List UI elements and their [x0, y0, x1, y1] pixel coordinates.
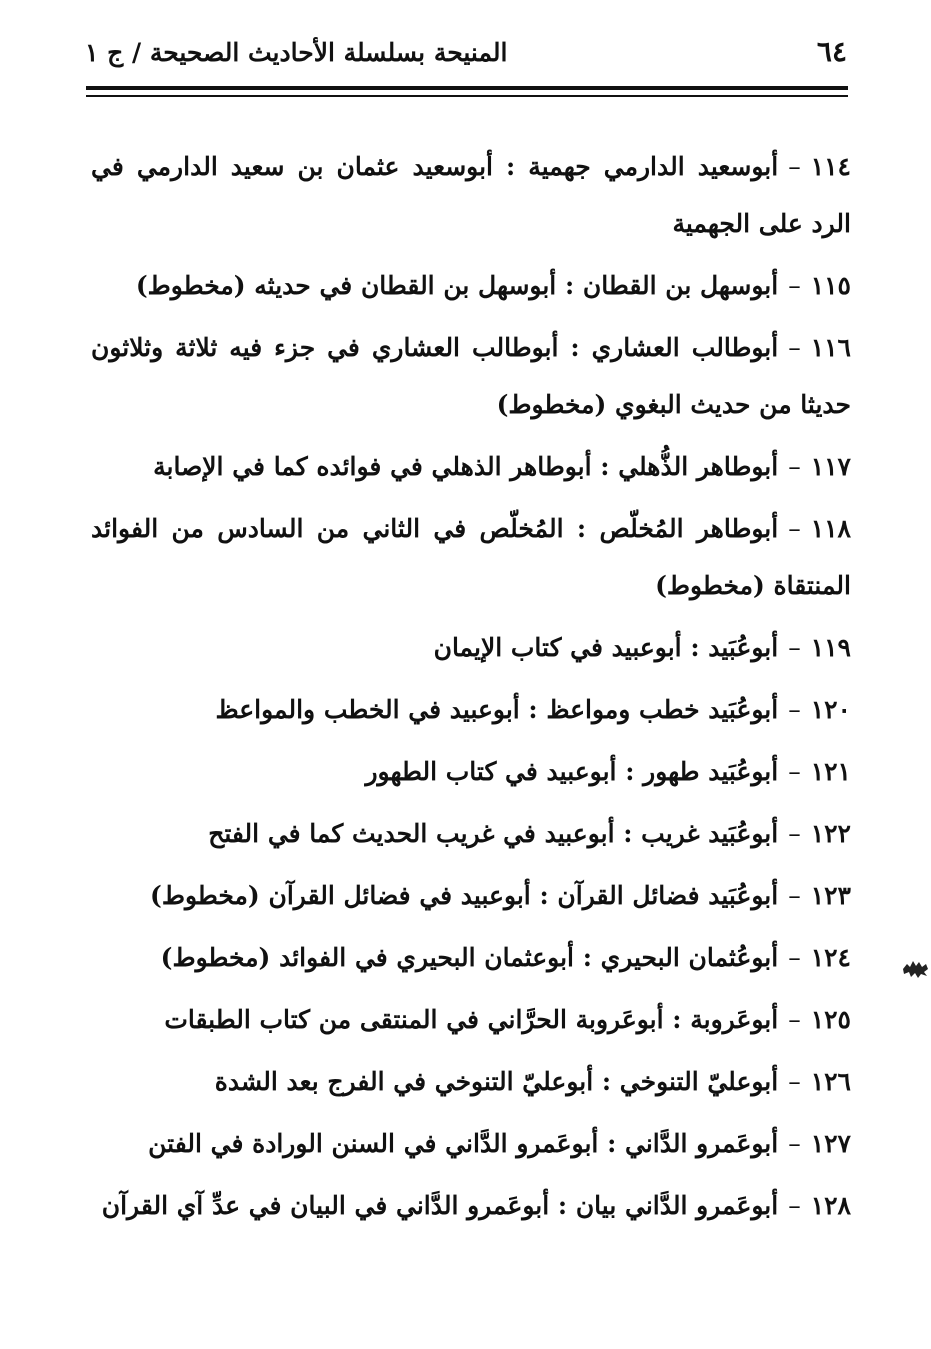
- list-item: [91, 619, 851, 676]
- entry-dash: –: [788, 514, 801, 543]
- entry-dash: –: [788, 152, 801, 181]
- entry-dash: –: [788, 943, 801, 972]
- entry-number: ١١٤: [810, 152, 851, 181]
- entry-dash: –: [788, 1005, 801, 1034]
- list-item: [91, 438, 851, 495]
- abbreviation-list: [91, 138, 851, 1239]
- entry-number: ١١٧: [810, 452, 851, 481]
- entry-text: أبوطاهر المُخلّص : المُخلّص في الثاني من السادس من الفوائد المنتقاة (مخطوط): [91, 514, 851, 600]
- entry-dash: –: [788, 333, 801, 362]
- entry-text: أبوسعيد الدارمي جهمية : أبوسعيد عثمان بن سعيد الدارمي في الرد على الجهمية: [91, 152, 851, 238]
- entry-dash: –: [788, 271, 801, 300]
- entry-dash: –: [788, 452, 801, 481]
- entry-text: أبوطاهر الذُّهلي : أبوطاهر الذهلي في فوائده كما في الإصابة: [153, 452, 779, 481]
- list-item: [91, 1053, 851, 1110]
- entry-number: ١٢١: [810, 757, 851, 786]
- list-item: [91, 257, 851, 314]
- entry-dash: –: [788, 819, 801, 848]
- running-title: المنيحة بسلسلة الأحاديث الصحيحة / ج ١: [85, 37, 508, 67]
- entry-number: ١١٩: [810, 633, 851, 662]
- entry-text: أبوعُبَيد خطب ومواعظ : أبوعبيد في الخطب والمواعظ: [215, 695, 779, 724]
- entry-number: ١٢٦: [810, 1067, 851, 1096]
- entry-text: أبوعَمرو الدَّاني : أبوعَمرو الدَّاني في السنن الورادة في الفتن: [148, 1129, 779, 1158]
- entry-dash: –: [788, 695, 801, 724]
- page-number: ٦٤: [816, 35, 847, 68]
- entry-number: ١١٨: [810, 514, 851, 543]
- entry-number: ١٢٤: [810, 943, 851, 972]
- entry-text: أبوعَروبة : أبوعَروبة الحرَّاني في المنتقى من كتاب الطبقات: [164, 1005, 779, 1034]
- list-item: [91, 500, 851, 614]
- entry-dash: –: [788, 881, 801, 910]
- entry-dash: –: [788, 1067, 801, 1096]
- entry-dash: –: [788, 633, 801, 662]
- entry-number: ١١٦: [810, 333, 851, 362]
- entry-text: أبوعُبَيد غريب : أبوعبيد في غريب الحديث كما في الفتح: [208, 819, 779, 848]
- entry-number: ١٢٣: [810, 881, 851, 910]
- list-item: [91, 1115, 851, 1172]
- list-item: [91, 929, 851, 986]
- list-item: [91, 319, 851, 433]
- page-header: [85, 30, 847, 74]
- list-item: [91, 805, 851, 862]
- entry-number: ١٢٥: [810, 1005, 851, 1034]
- list-item: [91, 991, 851, 1048]
- list-item: [91, 681, 851, 738]
- entry-number: ١١٥: [810, 271, 851, 300]
- entry-number: ١٢٠: [810, 695, 851, 724]
- entry-number: ١٢٨: [810, 1191, 851, 1220]
- entry-number: ١٢٧: [810, 1129, 851, 1158]
- list-item: [91, 743, 851, 800]
- entry-text: أبوطالب العشاري : أبوطالب العشاري في جزء فيه ثلاثة وثلاثون حديثا من حديث البغوي (مخطوط): [91, 333, 851, 419]
- entry-text: أبوعُبَيد فضائل القرآن : أبوعبيد في فضائل القرآن (مخطوط): [150, 881, 779, 910]
- entry-number: ١٢٢: [810, 819, 851, 848]
- entry-text: أبوعَمرو الدَّاني بيان : أبوعَمرو الدَّاني في البيان في عدِّ آي القرآن: [101, 1191, 779, 1220]
- entry-text: أبوعليّ التنوخي : أبوعليّ التنوخي في الفرج بعد الشدة: [214, 1067, 779, 1096]
- entry-text: أبوسهل بن القطان : أبوسهل بن القطان في حديثه (مخطوط): [135, 271, 779, 300]
- list-item: [91, 1177, 851, 1234]
- scan-edge-blot-icon: [901, 955, 929, 981]
- entry-dash: –: [788, 1129, 801, 1158]
- entry-text: أبوعُثمان البحيري : أبوعثمان البحيري في الفوائد (مخطوط): [160, 943, 779, 972]
- entry-text: أبوعُبَيد : أبوعبيد في كتاب الإيمان: [433, 633, 779, 662]
- entry-dash: –: [788, 1191, 801, 1220]
- list-item: [91, 867, 851, 924]
- entry-dash: –: [788, 757, 801, 786]
- list-item: [91, 138, 851, 252]
- entry-text: أبوعُبَيد طهور : أبوعبيد في كتاب الطهور: [365, 757, 779, 786]
- header-rule-thick: [86, 86, 848, 90]
- header-rule-thin: [86, 95, 848, 97]
